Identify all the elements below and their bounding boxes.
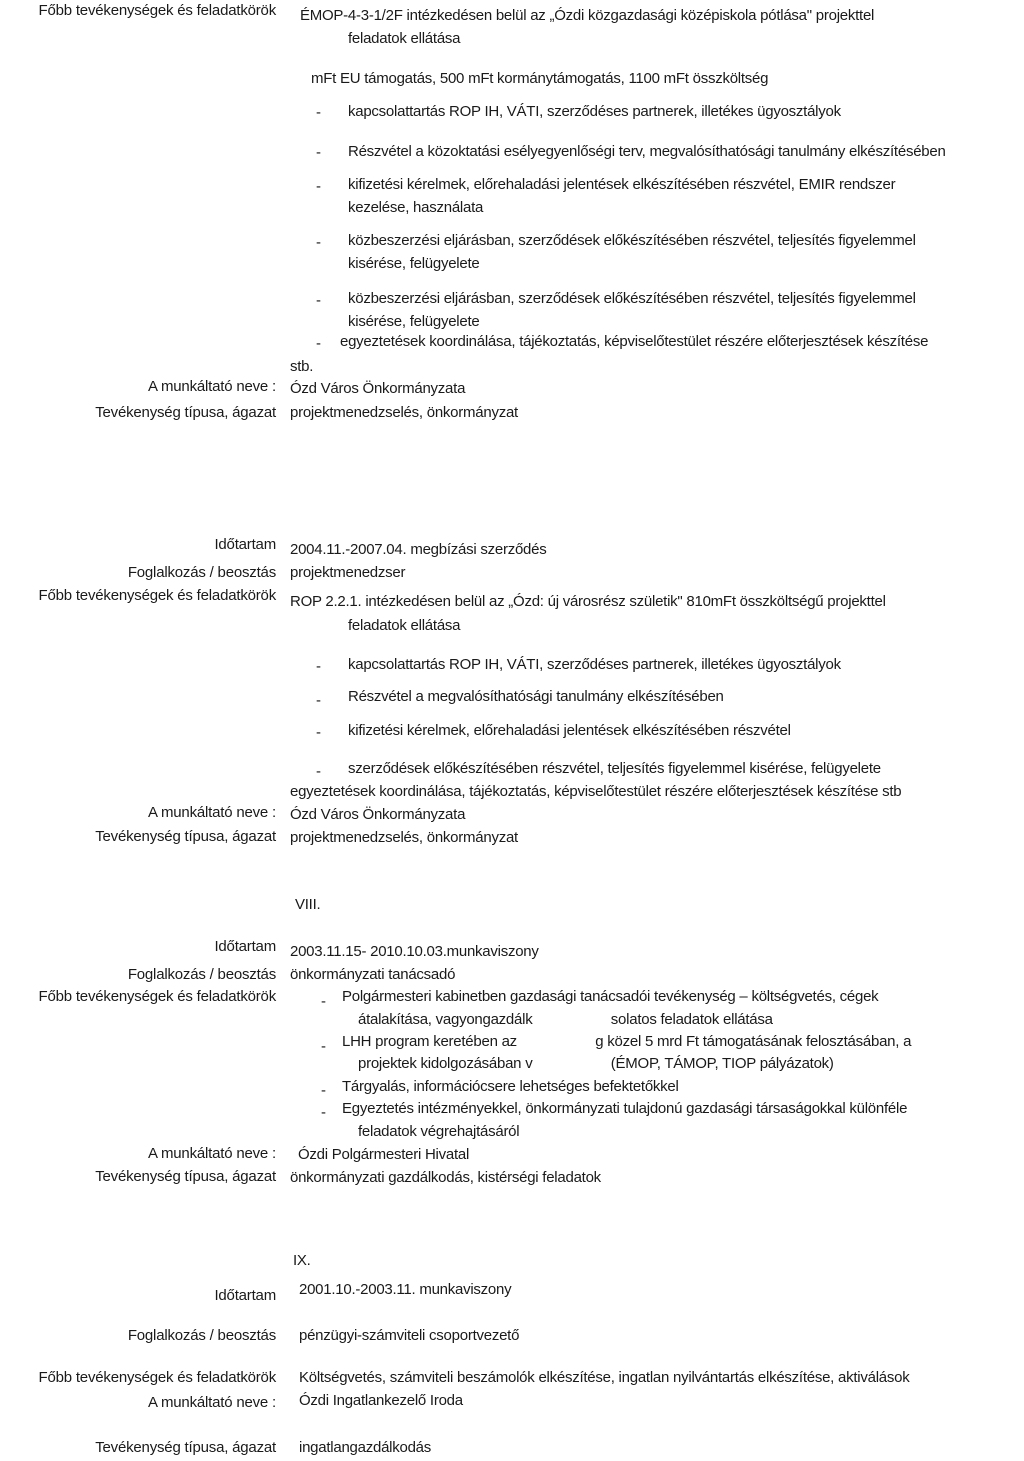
label-duties: Főbb tevékenységek és feladatkörök xyxy=(38,988,276,1005)
bullet: - xyxy=(316,144,321,161)
block2-item-5: egyeztetések koordinálása, tájékoztatás, képviselőtestület részére előterjesztések készítése stb xyxy=(290,783,902,800)
block4-number: IX. xyxy=(293,1252,311,1269)
block1-sector: projektmenedzselés, önkormányzat xyxy=(290,404,518,421)
block1-title-line2: feladatok ellátása xyxy=(348,30,461,47)
block1-item-4b: kisérése, felügyelete xyxy=(348,255,480,272)
label-sector: Tevékenység típusa, ágazat xyxy=(95,1168,276,1185)
block4-employer: Ózdi Ingatlankezelő Iroda xyxy=(299,1392,463,1409)
block2-title-line2: feladatok ellátása xyxy=(348,617,461,634)
block3-item-2b: projektek kidolgozásában v (ÉMOP, TÁMOP, TIOP pályázatok) xyxy=(358,1055,834,1072)
label-employer: A munkáltató neve : xyxy=(148,378,276,395)
block3-item-4: Egyeztetés intézményekkel, önkormányzati tulajdonú gazdasági társaságokkal különféle xyxy=(342,1100,908,1117)
block3-item-4b: feladatok végrehajtásáról xyxy=(358,1123,520,1140)
bullet: - xyxy=(316,692,321,709)
block2-position: projektmenedzser xyxy=(290,564,406,581)
label-position: Foglalkozás / beosztás xyxy=(127,966,276,983)
block4-position: pénzügyi-számviteli csoportvezető xyxy=(299,1327,520,1344)
block1-item-3b: kezelése, használata xyxy=(348,199,484,216)
block2-item-3: kifizetési kérelmek, előrehaladási jelentések elkészítésében részvétel xyxy=(348,722,791,739)
bullet: - xyxy=(316,104,321,121)
block1-employer: Ózd Város Önkormányzata xyxy=(290,380,466,397)
label-sector: Tevékenység típusa, ágazat xyxy=(95,404,276,421)
label-position: Foglalkozás / beosztás xyxy=(127,1327,276,1344)
label-sector: Tevékenység típusa, ágazat xyxy=(95,1439,276,1456)
block1-item-3: kifizetési kérelmek, előrehaladási jelentések elkészítésében részvétel, EMIR rendszer xyxy=(348,176,896,193)
bullet: - xyxy=(316,763,321,780)
block1-item-6b: stb. xyxy=(290,358,314,375)
block3-period: 2003.11.15- 2010.10.03.munkaviszony xyxy=(290,943,539,960)
bullet: - xyxy=(316,724,321,741)
block2-employer: Ózd Város Önkormányzata xyxy=(290,806,466,823)
label-period: Időtartam xyxy=(214,1287,276,1304)
block3-position: önkormányzati tanácsadó xyxy=(290,966,456,983)
label-employer: A munkáltató neve : xyxy=(148,1394,276,1411)
bullet: - xyxy=(316,335,321,352)
block1-item-6: egyeztetések koordinálása, tájékoztatás, képviselőtestület részére előterjesztések készítése xyxy=(340,333,929,350)
block4-sector: ingatlangazdálkodás xyxy=(299,1439,432,1456)
block1-budget: mFt EU támogatás, 500 mFt kormánytámogatás, 1100 mFt összköltség xyxy=(311,70,769,87)
label-period: Időtartam xyxy=(214,536,276,553)
block3-item-3: Tárgyalás, információcsere lehetséges befektetőkkel xyxy=(342,1078,679,1095)
block1-item-2: Részvétel a közoktatási esélyegyenlőségi terv, megvalósíthatósági tanulmány elkészítésében xyxy=(348,143,946,160)
block4-period: 2001.10.-2003.11. munkaviszony xyxy=(299,1281,512,1298)
bullet: - xyxy=(316,658,321,675)
block2-item-4: szerződések előkészítésében részvétel, teljesítés figyelemmel kisérése, felügyelete xyxy=(348,760,881,777)
label-duties: Főbb tevékenységek és feladatkörök xyxy=(38,1369,276,1386)
block3-item-2: LHH program keretében az g közel 5 mrd Ft támogatásának felosztásában, a xyxy=(342,1033,912,1050)
bullet: - xyxy=(321,1104,326,1121)
block2-item-1: kapcsolattartás ROP IH, VÁTI, szerződéses partnerek, illetékes ügyosztályok xyxy=(348,656,841,673)
block3-employer: Ózdi Polgármesteri Hivatal xyxy=(298,1146,470,1163)
bullet: - xyxy=(316,178,321,195)
label-period: Időtartam xyxy=(214,938,276,955)
label-duties: Főbb tevékenységek és feladatkörök xyxy=(38,2,276,19)
bullet: - xyxy=(321,1082,326,1099)
block1-title-line1: ÉMOP-4-3-1/2F intézkedésen belül az „Ózdi közgazdasági középiskola pótlása" projekttel xyxy=(300,7,875,24)
block3-number: VIII. xyxy=(295,896,321,913)
block1-item-5b: kisérése, felügyelete xyxy=(348,313,480,330)
block2-sector: projektmenedzselés, önkormányzat xyxy=(290,829,518,846)
block2-title-line1: ROP 2.2.1. intézkedésen belül az „Ózd: új városrész születik" 810mFt összköltségű projekttel xyxy=(290,593,886,610)
block3-sector: önkormányzati gazdálkodás, kistérségi feladatok xyxy=(290,1169,601,1186)
bullet: - xyxy=(316,292,321,309)
label-employer: A munkáltató neve : xyxy=(148,1145,276,1162)
block3-item-1b: átalakítása, vagyongazdálk solatos feladatok ellátása xyxy=(358,1011,773,1028)
block4-duties: Költségvetés, számviteli beszámolók elkészítése, ingatlan nyilvántartás elkészítése, aktiválások xyxy=(299,1369,910,1386)
block2-item-2: Részvétel a megvalósíthatósági tanulmány elkészítésében xyxy=(348,688,724,705)
label-sector: Tevékenység típusa, ágazat xyxy=(95,828,276,845)
label-duties: Főbb tevékenységek és feladatkörök xyxy=(38,587,276,604)
label-employer: A munkáltató neve : xyxy=(148,804,276,821)
block1-item-4: közbeszerzési eljárásban, szerződések előkészítésében részvétel, teljesítés figyelemmel xyxy=(348,232,916,249)
bullet: - xyxy=(316,234,321,251)
label-position: Foglalkozás / beosztás xyxy=(127,564,276,581)
block3-item-1: Polgármesteri kabinetben gazdasági tanácsadói tevékenység – költségvetés, cégek xyxy=(342,988,879,1005)
block1-item-5: közbeszerzési eljárásban, szerződések előkészítésében részvétel, teljesítés figyelemmel xyxy=(348,290,916,307)
bullet: - xyxy=(321,993,326,1010)
block2-period: 2004.11.-2007.04. megbízási szerződés xyxy=(290,541,547,558)
bullet: - xyxy=(321,1038,326,1055)
block1-item-1: kapcsolattartás ROP IH, VÁTI, szerződéses partnerek, illetékes ügyosztályok xyxy=(348,103,841,120)
